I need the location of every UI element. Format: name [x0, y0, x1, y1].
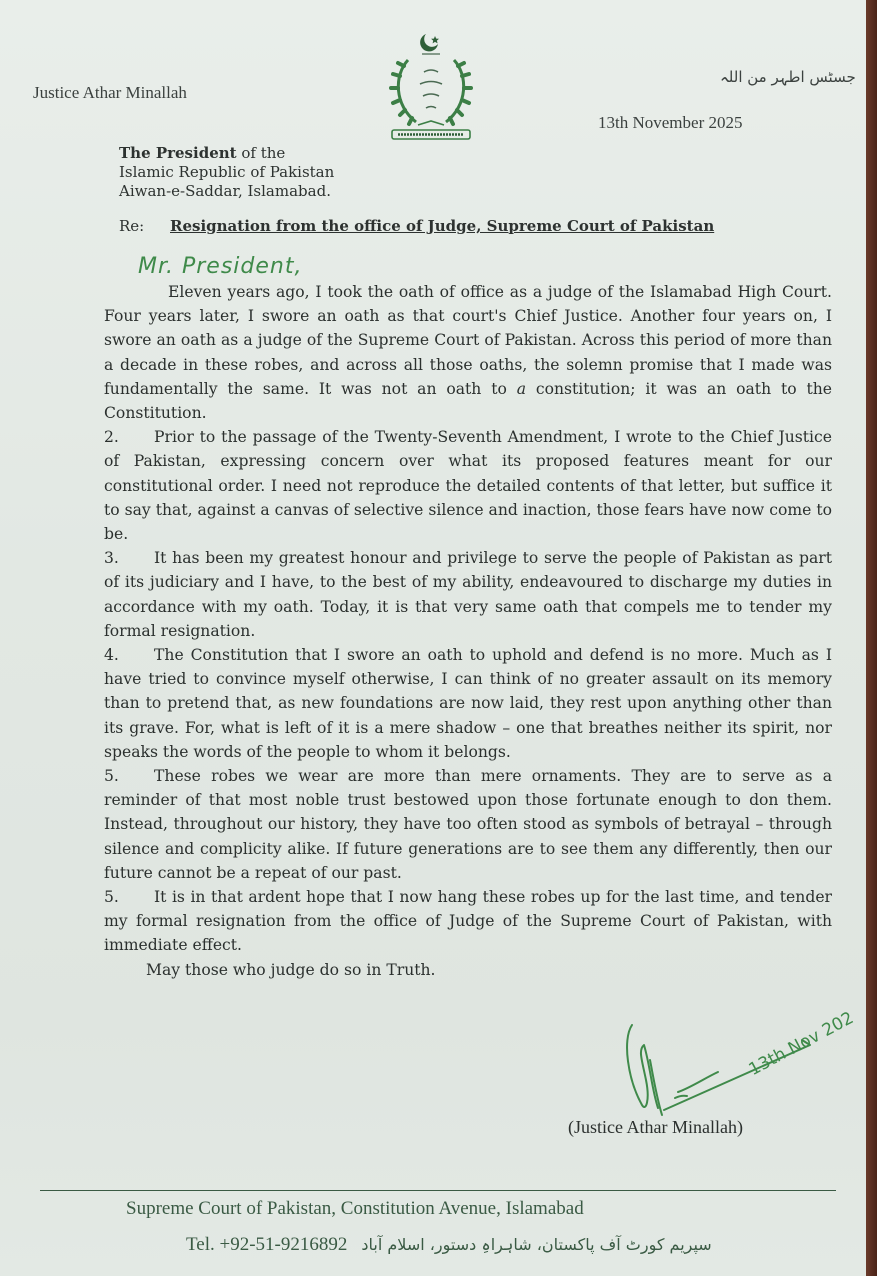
closing-line: May those who judge do so in Truth. — [146, 960, 436, 979]
paragraph-2-text: Prior to the passage of the Twenty-Seventh Amendment, I wrote to the Chief Justice of Pakistan, expressing concern over what its proposed features meant for our constitutional order. I need not reproduce the detailed contents of that letter, but suffice it to say that, against a canvas of selective silence and inaction, those fears have now come to be. — [104, 428, 832, 544]
recipient-line-2: Islamic Republic of Pakistan — [119, 163, 335, 181]
paragraph-3-text: It has been my greatest honour and privilege to serve the people of Pakistan as part of its judiciary and I have, to the best of my ability, endeavoured to discharge my duties in accordance with my oath. Today, it is that very same oath that compels me to tender my formal resignation. — [104, 549, 832, 640]
paragraph-1-emphasis: a — [516, 379, 526, 398]
paragraph-1 — [104, 280, 832, 425]
footer-contact — [186, 1234, 712, 1256]
recipient-address — [119, 144, 334, 201]
subject-text: Resignation from the office of Judge, Supreme Court of Pakistan — [170, 217, 715, 235]
recipient-line-1-rest: of the — [236, 144, 286, 162]
paragraph-number: 5. — [104, 888, 119, 907]
paragraph-4 — [104, 643, 832, 764]
paragraph-6-text: It is in that ardent hope that I now hang these robes up for the last time, and tender my formal resignation from the office of Judge of the Supreme Court of Pakistan, with immediate effect. — [104, 888, 832, 955]
recipient-line-1 — [119, 144, 334, 163]
handwritten-date: 13th Nov 202 — [745, 1008, 857, 1080]
letter-body — [104, 280, 832, 982]
paragraph-4-text: The Constitution that I swore an oath to uphold and defend is no more. Much as I have tried to convince myself otherwise, I can think of no greater assault on its memory than to pretend that, as new foundations are now laid, they rest upon anything other than its grave. For, what is left of it is a mere shadow – one that breathes neither its spirit, nor speaks the words of the people to whom it belongs. — [104, 646, 832, 761]
footer-telephone: Tel. +92-51-9216892 — [186, 1234, 348, 1255]
paragraph-5 — [104, 764, 832, 885]
paragraph-3 — [104, 546, 832, 643]
paragraph-6 — [104, 885, 832, 958]
handwritten-salutation: Mr. President, — [138, 254, 303, 279]
paragraph-number: 5. — [104, 767, 119, 786]
subject-label: Re: — [119, 217, 145, 235]
footer-divider — [40, 1190, 836, 1191]
sender-name-urdu: جسٹس اطہر من اللہ — [720, 68, 856, 86]
recipient-title: The President — [119, 144, 237, 162]
footer-address-urdu: سپریم کورٹ آف پاکستان، شاہراہِ دستور، اسلام آباد — [361, 1235, 712, 1254]
supreme-court-emblem-icon — [386, 30, 476, 145]
subject-line — [119, 217, 714, 235]
recipient-line-3: Aiwan-e-Saddar, Islamabad. — [119, 182, 331, 200]
sender-name-english: Justice Athar Minallah — [33, 83, 187, 102]
paragraph-1-text-end: constitution; it was an oath to the Constitution. — [104, 379, 832, 423]
paragraph-number: 2. — [104, 428, 119, 447]
paragraph-number: 3. — [104, 549, 119, 568]
paragraph-5-text: These robes we wear are more than mere ornaments. They are to serve as a reminder of that most noble trust bestowed upon those fortunate enough to don them. Instead, throughout our history, they have too often stood as symbols of betrayal – through silence and complicity alike. If future generations are to see them any differently, then our future cannot be a repeat of our past. — [104, 767, 832, 882]
footer-address: Supreme Court of Pakistan, Constitution Avenue, Islamabad — [126, 1198, 584, 1219]
signatory-name: (Justice Athar Minallah) — [568, 1117, 743, 1137]
paragraph-2 — [104, 425, 832, 546]
paragraph-1-text: Eleven years ago, I took the oath of office as a judge of the Islamabad High Court. Four years later, I swore an oath as that court's Chief Justice. Another four years on, I swore an oath as a judge of the Supreme Court of Pakistan. Across this period of more than a decade in these robes, and across all those oaths, the solemn promise that I made was fundamentally the same. It was not an oath to — [104, 283, 832, 398]
paragraph-number: 4. — [104, 646, 119, 665]
letter-date: 13th November 2025 — [598, 113, 743, 132]
